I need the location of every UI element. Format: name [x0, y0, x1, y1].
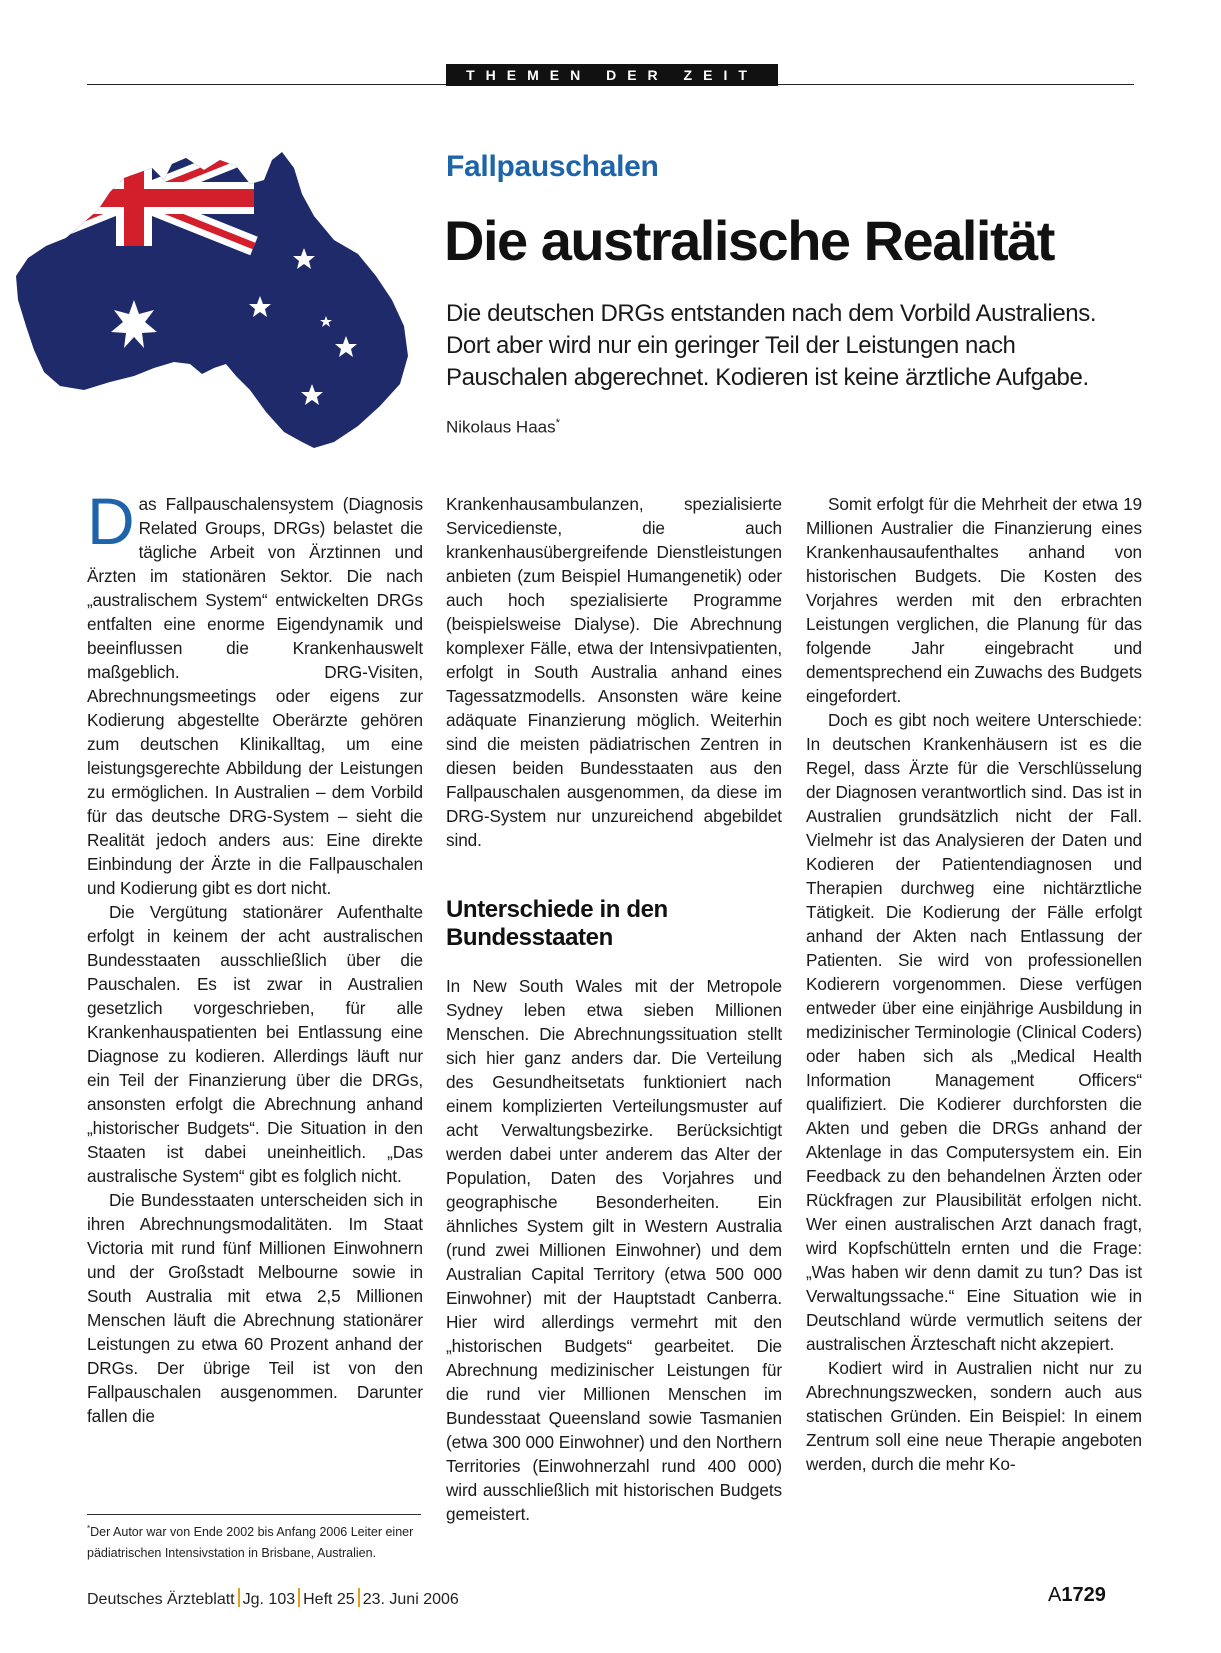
- journal-volume: Jg. 103: [242, 1591, 296, 1608]
- union-jack-icon: [14, 150, 254, 246]
- article-lead: Die deutschen DRGs entstanden nach dem Vorbild Australiens. Dort aber wird nur ein geringer Teil der Leistungen nach Pauschalen abgerechnet. Kodieren ist keine ärztliche Aufgabe.: [446, 300, 1097, 391]
- footnote-text: Der Autor war von Ende 2002 bis Anfang 2006 Leiter einer pädiatrischen Intensivstation in Brisbane, Australien.: [87, 1525, 414, 1561]
- author-name: Nikolaus Haas: [446, 417, 556, 437]
- journal-name: Deutsches Ärzteblatt: [87, 1591, 235, 1608]
- paragraph: Die Bundesstaaten unterscheiden sich in ihren Abrechnungsmodalitäten. Im Staat Victoria mit rund fünf Millionen Einwohnern und der Großstadt Melbourne sowie in South Australia mit etwa 2,5 Millionen Menschen läuft die Abrechnung stationärer Leistungen zu etwa 60 Prozent anhand der DRGs. Der übrige Teil ist von den Fallpauschalen ausgenommen. Darunter fallen die: [87, 1190, 423, 1426]
- body-column-3: [806, 492, 1142, 1476]
- paragraph: In New South Wales mit der Metropole Sydney leben etwa sieben Millionen Menschen. Die Abrechnungssituation stellt sich hier ganz anders dar. Die Verteilung des Gesundheitsetats funktioniert nach einem komplizierten Verteilungsmuster auf acht Verwaltungsbezirke. Berücksichtigt werden dabei unter anderem das Alter der Population, Daten des Vorjahres und geographische Besonderheiten. Ein ähnliches System gilt in Western Australia (rund zwei Millionen Einwohner) und dem Australian Capital Territory (etwa 500 000 Einwohner) mit der Hauptstadt Canberra. Hier wird allerdings vermehrt mit den „historischen Budgets“ gearbeitet. Die Abrechnung medizinischer Leistungen für die rund vier Millionen Menschen im Bundesstaat Queensland sowie Tasmanien (etwa 300 000 Einwohner) und den Northern Territories (Einwohnerzahl rund 400 000) wird ausschließlich mit historischen Budgets gemeistert.: [446, 976, 782, 1524]
- article-kicker: Fallpauschalen: [446, 150, 659, 183]
- journal-issue: Heft 25: [303, 1591, 355, 1608]
- flag-fill: [14, 150, 422, 450]
- page-number: A1729: [1048, 1584, 1106, 1606]
- australia-flag-map-image: [14, 150, 422, 450]
- paragraph: Somit erfolgt für die Mehrheit der etwa 19 Millionen Australier die Finanzierung eines Krankenhausaufenthaltes anhand von historischen Budgets. Die Kosten des Vorjahres werden mit den erbrachten Leistungen verglichen, die Planung für das folgende Jahr eingebracht und dementsprechend ein Zuwachs des Budgets eingefordert.: [806, 494, 1142, 706]
- drop-cap: D: [87, 484, 135, 558]
- paragraph: Das Fallpauschalensystem (Diagnosis Related Groups, DRGs) belastet die tägliche Arbeit von Ärztinnen und Ärzten im stationären Sektor. Die nach „australischem System“ entwickelten DRGs entfalten eine enorme Eigendynamik und beeinflussen die Krankenhauswelt maßgeblich. DRG-Visiten, Abrechnungsmeetings oder eigens zur Kodierung abgestellte Oberärzte gehören zum deutschen Klinikalltag, um eine leistungsgerechte Abbildung der Leistungen zu ermöglichen. In Australien – dem Vorbild für das deutsche DRG-System – sieht die Realität jedoch anders aus: Eine direkte Einbindung der Ärzte in die Fallpauschalen und Kodierung gibt es dort nicht.: [87, 484, 423, 898]
- footer-separator: [358, 1588, 360, 1607]
- paragraph: Kodiert wird in Australien nicht nur zu Abrechnungszwecken, sondern auch aus statischen Gründen. Ein Beispiel: In einem Zentrum soll eine neue Therapie angeboten werden, durch die mehr Ko-: [806, 1358, 1142, 1474]
- issue-date: 23. Juni 2006: [362, 1591, 459, 1608]
- paragraph: Krankenhausambulanzen, spezialisierte Servicedienste, die auch krankenhausübergreifende Dienstleistungen anbieten (zum Beispiel Humangenetik) oder auch hoch spezialisierte Programme (beispielsweise Dialyse). Die Abrechnung komplexer Fälle, etwa der Intensivpatienten, erfolgt in South Australia anhand eines Tagessatzmodells. Ansonsten wäre keine adäquate Finanzierung möglich. Weiterhin sind die meisten pädiatrischen Zentren in diesen beiden Bundesstaaten aus den Fallpauschalen ausgenommen, da diese im DRG-System nur unzureichend abgebildet sind.: [446, 494, 782, 850]
- section-label: THEMEN DER ZEIT: [446, 64, 778, 86]
- paragraph: Doch es gibt noch weitere Unterschiede: In deutschen Krankenhäusern ist es die Regel, dass Ärzte für die Verschlüsselung der Diagnosen verantwortlich sind. Das ist in Australien grundsätzlich nicht der Fall. Vielmehr ist das Analysieren der Daten und Kodieren der Patientendiagnosen und Therapien durchweg eine nichtärztliche Tätigkeit. Die Kodierung der Fälle erfolgt anhand der Akten nach Entlassung der Patienten. Sie wird von professionellen Kodierern vorgenommen. Diese verfügen entweder über eine einjährige Ausbildung in medizinischer Terminologie (Clinical Coders) oder haben sich als „Medical Health Information Management Officers“ qualifiziert. Die Kodierer durchforsten die Akten und geben die DRGs anhand der Aktenlage in das Computersystem ein. Ein Feedback zu den behandelnen Ärzten oder Rückfragen zur Plausibilität erfolgen nicht. Wer einen australischen Arzt danach fragt, wird Kopfschütteln ernten und die Frage: „Was haben wir denn damit zu tun? Das ist Verwaltungssache.“ Eine Situation wie in Deutschland würde vermutlich seitens der australischen Ärzteschaft nicht akzepiert.: [806, 710, 1142, 1354]
- footnote: [87, 1518, 423, 1564]
- footer-separator: [298, 1588, 300, 1607]
- section-heading: Unterschiede in den Bundesstaaten: [446, 896, 668, 951]
- body-column-2: [446, 492, 782, 1526]
- footnote-rule: [87, 1514, 421, 1515]
- article-title: Die australische Realität: [444, 209, 1054, 272]
- paragraph: Die Vergütung stationärer Aufenthalte erfolgt in keinem der acht australischen Bundesstaaten ausschließlich über die Pauschalen. Es ist zwar in Australien gesetzlich vorgeschrieben, für alle Krankenhauspatienten bei Entlassung eine Diagnose zu kodieren. Allerdings läuft nur ein Teil der Finanzierung über die DRGs, ansonsten erfolgt die Abrechnung anhand „historischer Budgets“. Die Situation in den Staaten ist dabei uneinheitlich. „Das australische System“ gibt es folglich nicht.: [87, 902, 423, 1186]
- footer-separator: [238, 1588, 240, 1607]
- author-byline: [446, 417, 560, 438]
- body-column-1: [87, 484, 423, 1428]
- page-footer: [87, 1588, 459, 1609]
- author-footnote-mark: *: [555, 417, 560, 429]
- footnote-mark: *: [87, 1524, 91, 1533]
